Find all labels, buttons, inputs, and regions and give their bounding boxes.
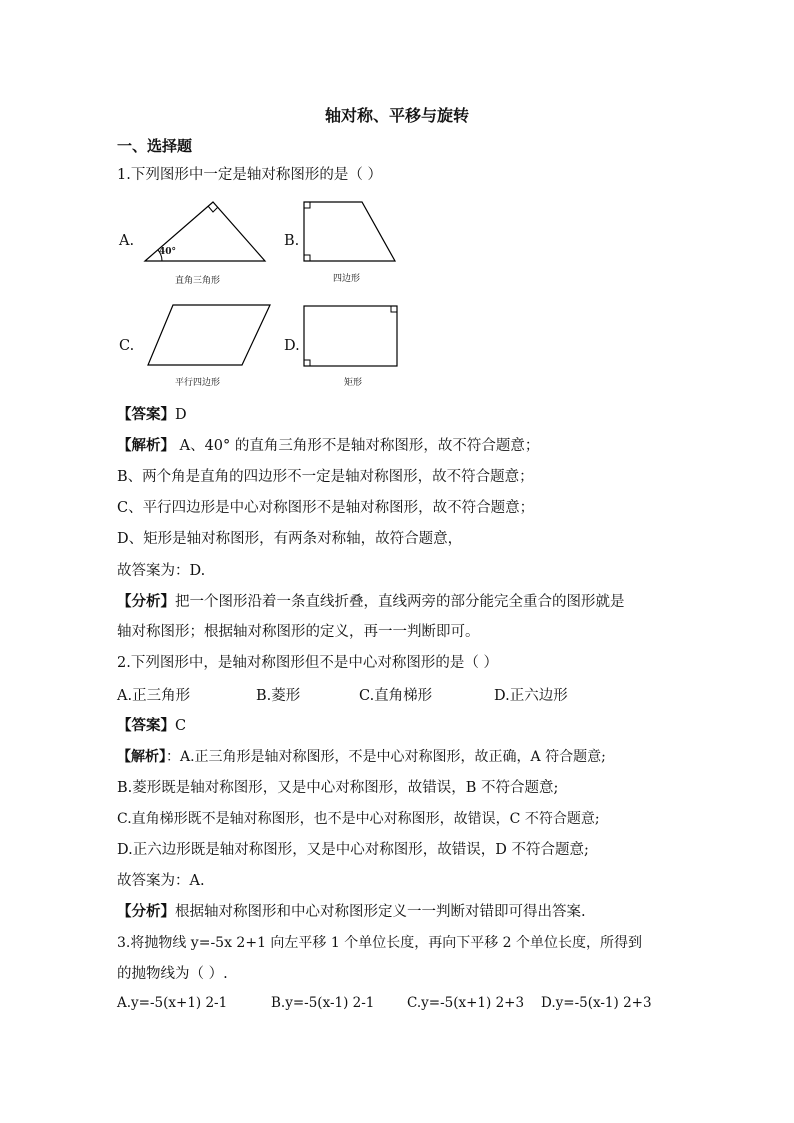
q1-option-a-letter: A. [119, 233, 135, 249]
q2-analysis-line-2: B.菱形既是轴对称图形，又是中心对称图形，故错误，B 不符合题意; [117, 780, 559, 796]
q3-option-d: D.y=-5(x-1) 2+3 [541, 995, 652, 1011]
analysis-text: A、40° 的直角三角形不是轴对称图形，故不符合题意； [175, 438, 540, 454]
q2-option-b: B.菱形 [256, 688, 301, 704]
q3-stem-line-1: 3.将抛物线 y=-5x 2+1 向左平移 1 个单位长度，再向下平移 2 个单位长度，所得到 [117, 935, 643, 951]
analysis-label: 【解析】 [117, 749, 166, 765]
q2-analysis-line-5: 故答案为：A. [117, 873, 205, 889]
q2-option-d: D.正六边形 [494, 688, 568, 704]
q2-option-a: A.正三角形 [117, 688, 191, 704]
q1-stem: 1.下列图形中一定是轴对称图形的是（ ） [117, 167, 382, 183]
q1-option-d-caption: 矩形 [344, 378, 363, 388]
analysis-label: 【解析】 [117, 437, 175, 454]
q2-analysis-line-3: C.直角梯形既不是轴对称图形，也不是中心对称图形，故错误，C 不符合题意; [117, 811, 600, 827]
fenxi-text: 把一个图形沿着一条直线折叠，直线两旁的部分能完全重合的图形就是 [175, 594, 625, 610]
answer-value: C [175, 718, 187, 734]
q2-fenxi-line [117, 902, 586, 922]
q2-stem: 2.下列图形中，是轴对称图形但不是中心对称图形的是（ ） [117, 655, 498, 671]
q3-stem-line-2: 的抛物线为（ ）. [117, 966, 228, 982]
rectangle-figure [302, 304, 402, 369]
q1-fenxi-line-1 [117, 592, 625, 612]
page-title: 轴对称、平移与旋转 [324, 106, 469, 125]
q3-option-c: C.y=-5(x+1) 2+3 [407, 995, 525, 1011]
q3-option-b: B.y=-5(x-1) 2-1 [271, 995, 375, 1011]
q1-fenxi-line-2: 轴对称图形；根据轴对称图形的定义，再一一判断即可。 [117, 624, 480, 640]
q1-answer-line [117, 405, 187, 425]
q1-option-b-caption: 四边形 [333, 274, 361, 284]
q2-analysis-line-1 [117, 747, 606, 767]
fenxi-label: 【分析】 [117, 593, 175, 610]
q2-analysis-line-4: D.正六边形既是轴对称图形，又是中心对称图形，故错误，D 不符合题意; [117, 842, 589, 858]
quadrilateral-figure [302, 200, 402, 265]
q2-option-c: C.直角梯形 [359, 688, 433, 704]
q1-option-c-caption: 平行四边形 [175, 378, 221, 388]
fenxi-label: 【分析】 [117, 903, 175, 920]
q1-analysis-line-3: C、平行四边形是中心对称图形不是轴对称图形，故不符合题意； [117, 500, 535, 516]
q1-option-d-letter: D. [284, 338, 300, 354]
q1-analysis-line-5: 故答案为：D. [117, 563, 206, 579]
q1-analysis-line-1 [117, 436, 539, 456]
analysis-text: ：A.正三角形是轴对称图形，不是中心对称图形，故正确，A 符合题意; [166, 749, 606, 765]
q3-option-a: A.y=-5(x+1) 2-1 [117, 995, 228, 1011]
q1-option-b-letter: B. [284, 233, 300, 249]
answer-label: 【答案】 [117, 406, 175, 423]
q1-analysis-line-2: B、两个角是直角的四边形不一定是轴对称图形，故不符合题意； [117, 469, 534, 485]
q1-option-a-caption: 直角三角形 [175, 276, 221, 286]
fenxi-text: 根据轴对称图形和中心对称图形定义一一判断对错即可得出答案. [175, 904, 586, 920]
angle-label: 40° [159, 247, 177, 257]
answer-value: D [175, 407, 187, 423]
q1-analysis-line-4: D、矩形是轴对称图形，有两条对称轴，故符合题意， [117, 531, 463, 547]
q1-option-c-letter: C. [119, 338, 135, 354]
q2-answer-line [117, 716, 186, 736]
answer-label: 【答案】 [117, 717, 175, 734]
parallelogram-figure [145, 303, 275, 368]
section-heading: 一、选择题 [117, 137, 193, 155]
